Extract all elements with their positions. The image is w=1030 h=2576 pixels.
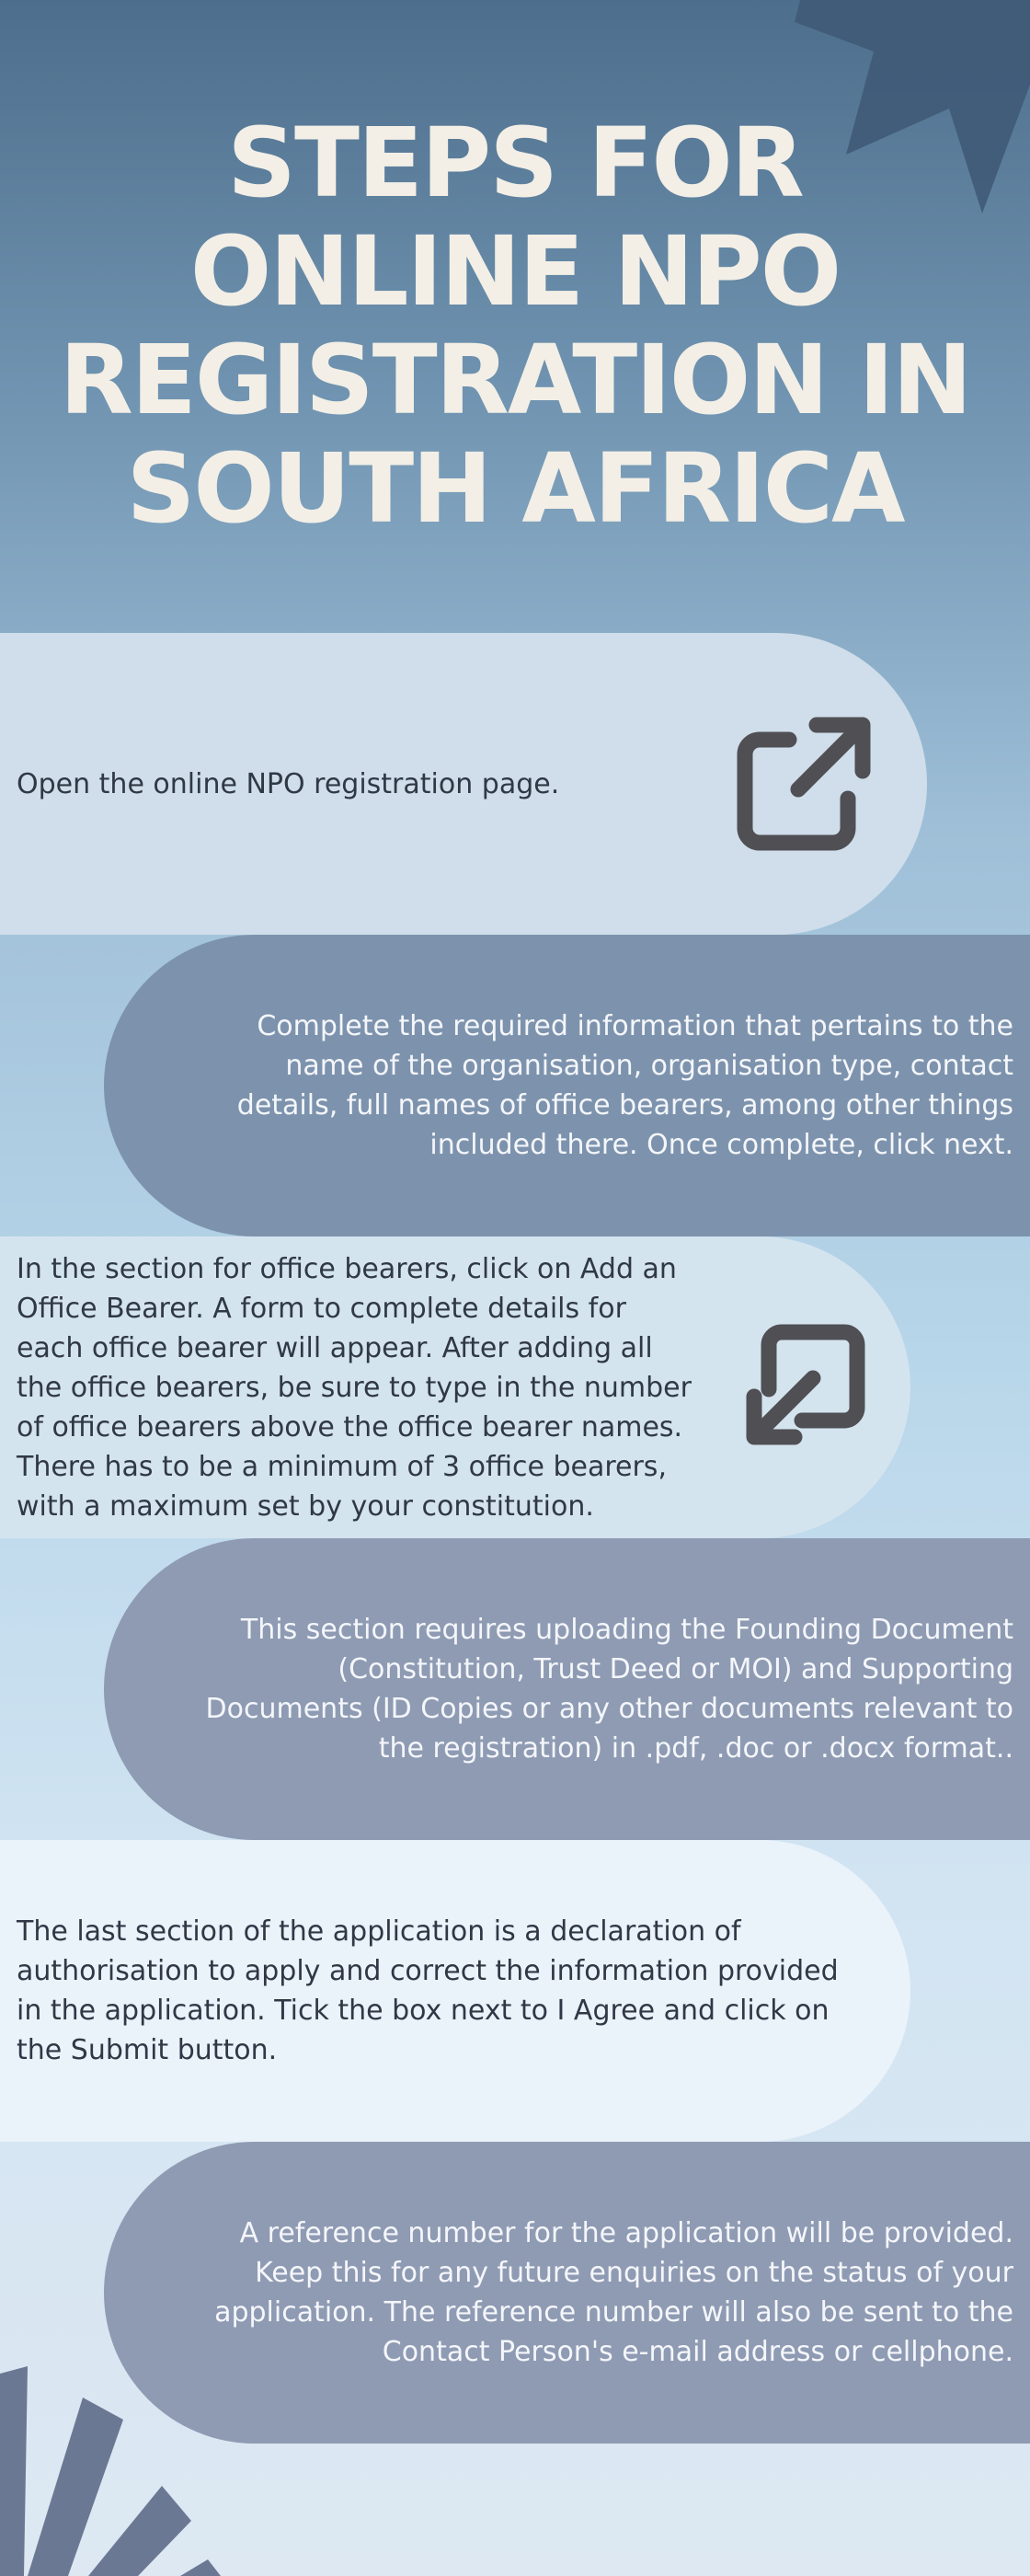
decorative-burst-shape [0, 2355, 248, 2576]
step-card-5 [0, 1840, 910, 2142]
title-line: SOUTH AFRICA [126, 432, 904, 545]
title-line: STEPS FOR [227, 107, 803, 219]
step-text: Complete the required information that pertains to the name of the organisation, organisation type, contact details, full names of office bearers, among other things included there. Once complete, click next. [236, 1010, 1013, 1161]
page-title [0, 109, 1030, 543]
step-card-3 [0, 1236, 910, 1538]
step-card-4 [104, 1538, 1030, 1840]
step-card-1 [0, 633, 927, 935]
step-text: This section requires uploading the Founding Document (Constitution, Trust Deed or MOI) and Supporting Documents (ID Copies or any other documents relevant to the registration) in .pdf, .doc or .docx format.. [205, 1614, 1013, 1765]
step-text: A reference number for the application will be provided. Keep this for any future enquiries on the status of your application. The reference number will also be sent to the Contact Person's e-mail address or cellphone. [214, 2217, 1013, 2368]
title-line: REGISTRATION IN [59, 324, 971, 436]
step-card-2 [104, 935, 1030, 1236]
step-text: The last section of the application is a declaration of authorisation to apply and correct the information provided in the application. Tick the box next to I Agree and click on the Submit button. [17, 1915, 839, 2066]
step-text: Open the online NPO registration page. [17, 767, 560, 800]
external-link-icon [736, 714, 874, 852]
title-line: ONLINE NPO [189, 215, 841, 328]
step-text: In the section for office bearers, click on Add an Office Bearer. A form to complete details for each office bearer will appear. After adding all the office bearers, be sure to type in the number of office bearers above the office bearer names. There has to be a minimum of 3 office bearers, with a maximum set by your constitution. [17, 1252, 692, 1523]
import-arrow-icon [736, 1317, 874, 1455]
